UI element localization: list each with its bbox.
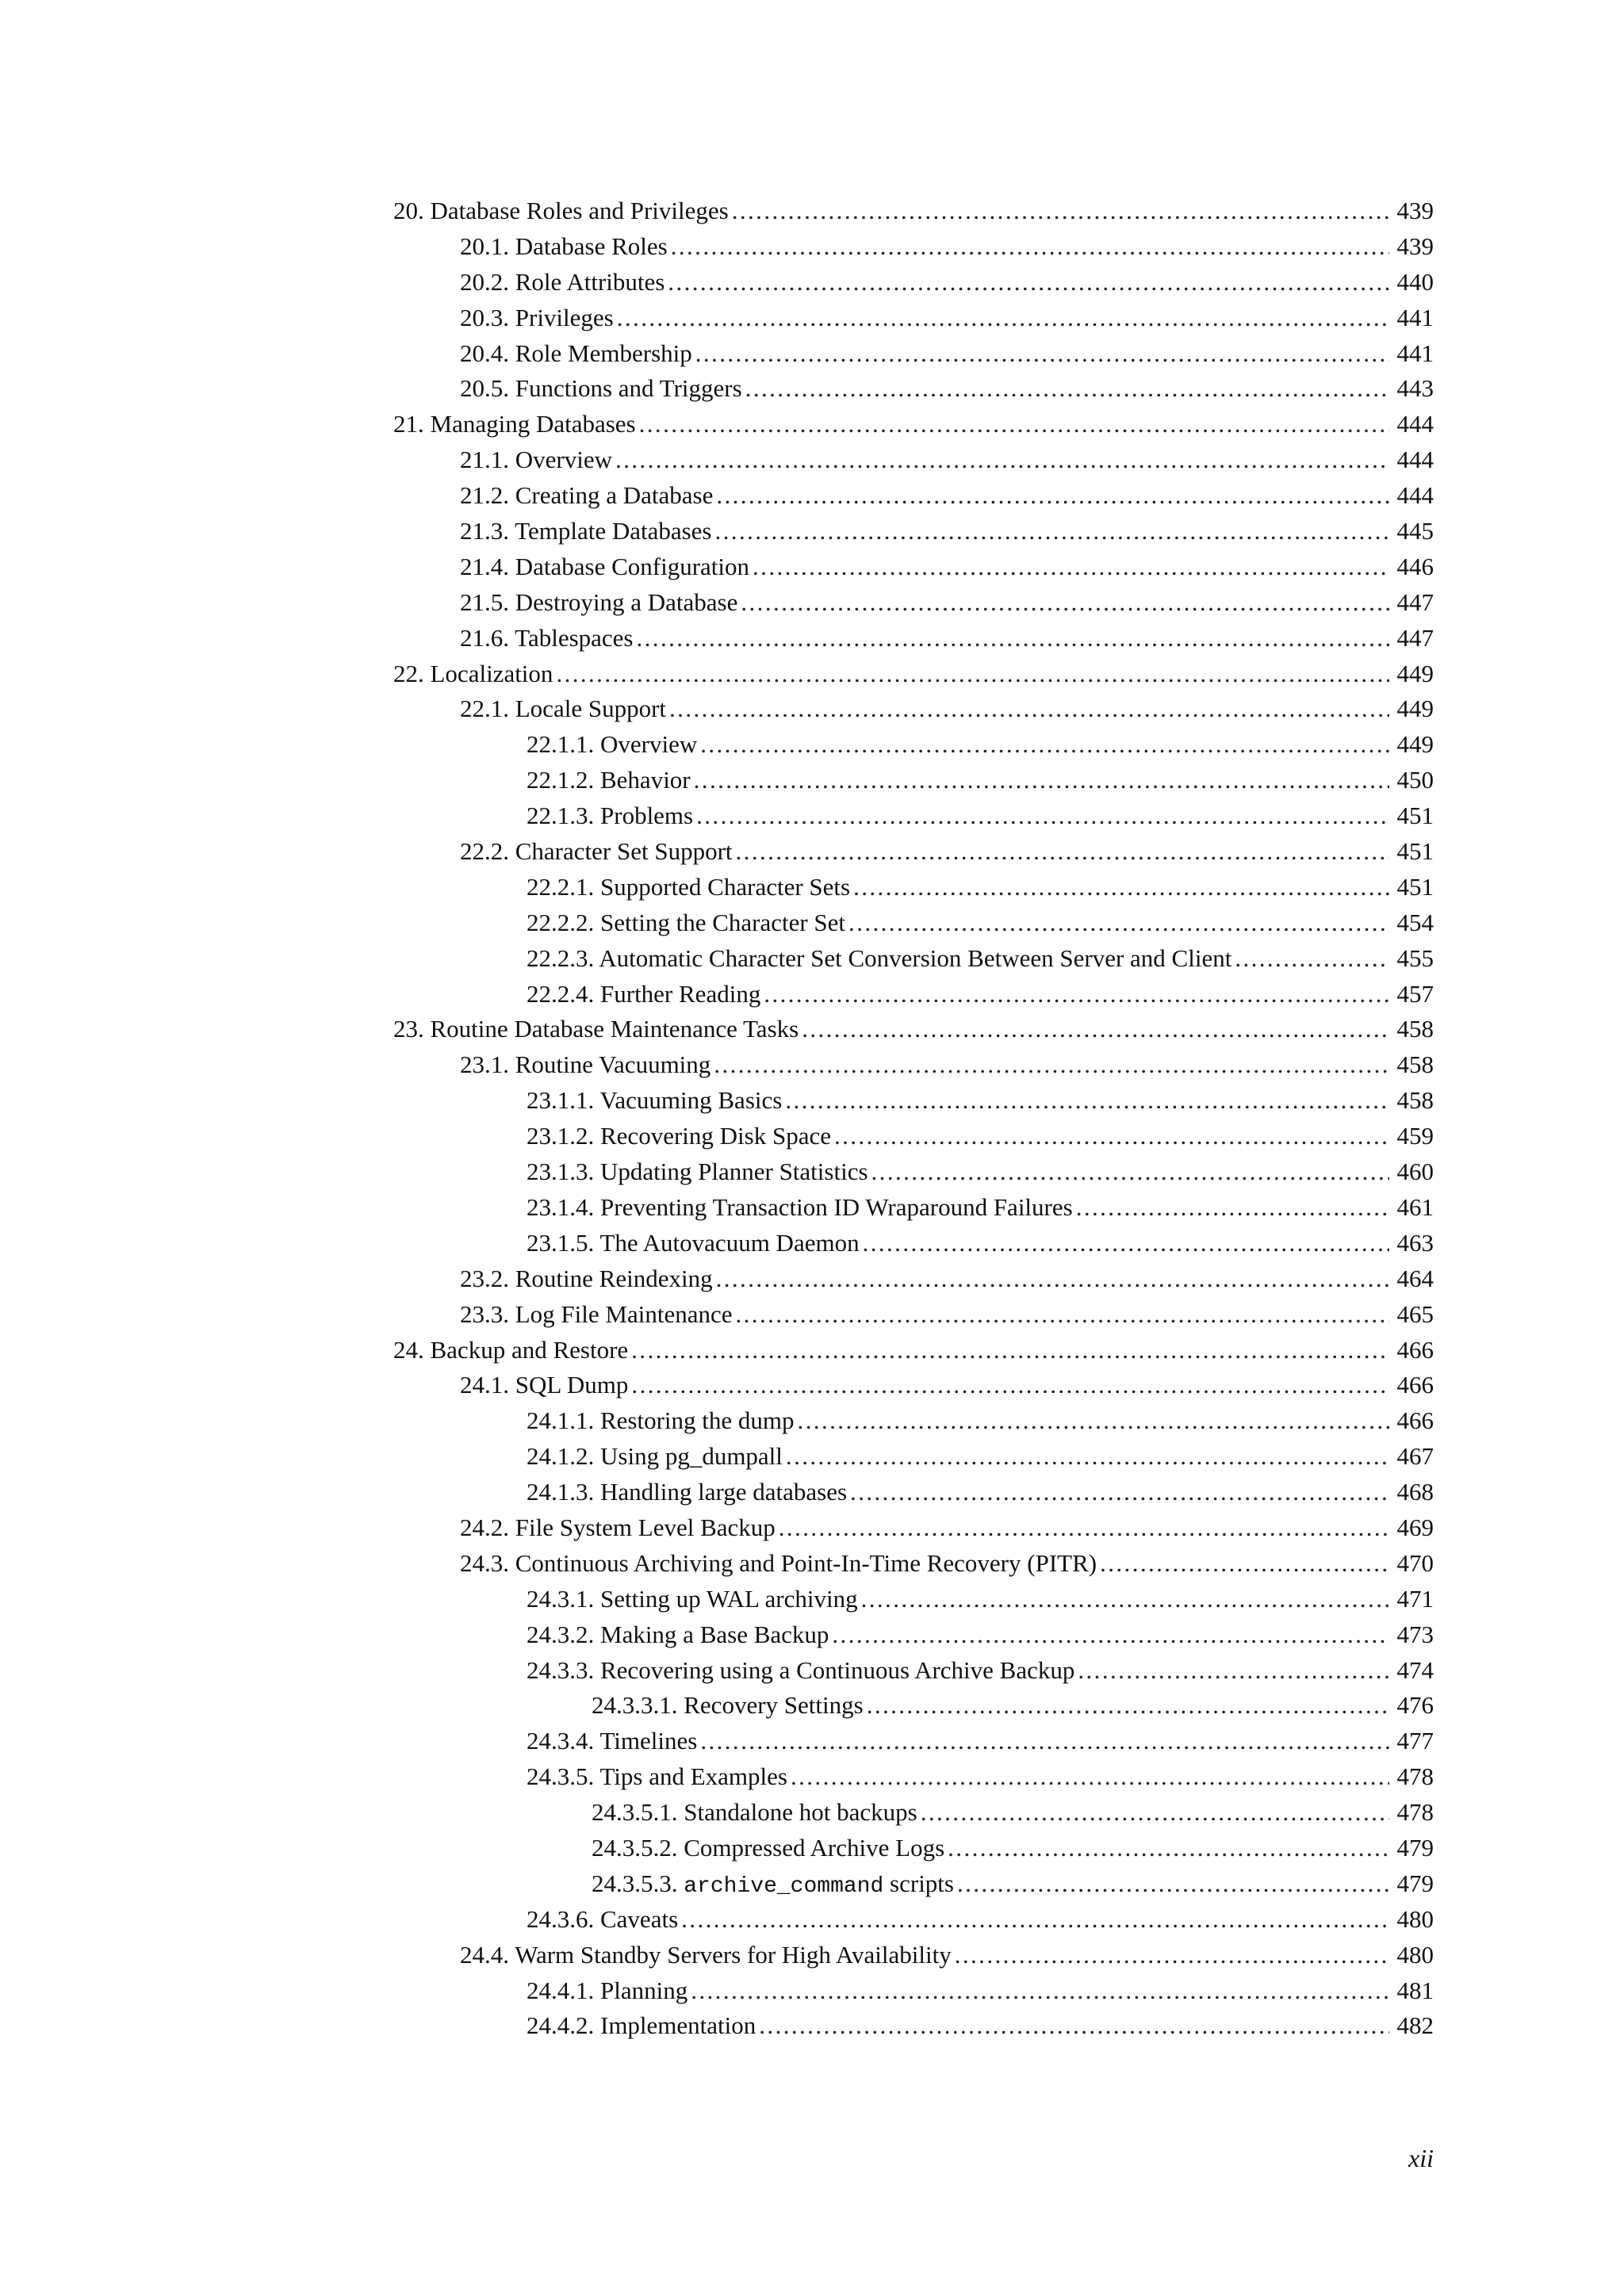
toc-entry[interactable] [393, 621, 1434, 656]
toc-entry[interactable] [393, 1154, 1434, 1190]
toc-entry[interactable] [393, 691, 1434, 727]
toc-entry-page: 466 [1396, 1371, 1434, 1399]
dot-leader [957, 1866, 1389, 1902]
toc-entry-page: 459 [1396, 1122, 1434, 1150]
toc-entry-title: 24.4.2. Implementation [527, 2011, 756, 2040]
toc-entry-page: 446 [1396, 552, 1434, 580]
toc-entry-title: 22.2.2. Setting the Character Set [527, 908, 846, 936]
toc-entry-title: 21.4. Database Configuration [460, 552, 750, 580]
toc-entry-page: 470 [1396, 1548, 1434, 1577]
toc-entry-page: 478 [1396, 1762, 1434, 1791]
toc-entry-title: 23.3. Log File Maintenance [460, 1299, 733, 1328]
toc-entry-page: 449 [1396, 730, 1434, 759]
dot-leader [715, 514, 1390, 549]
toc-entry-page: 451 [1396, 872, 1434, 901]
dot-leader [736, 834, 1389, 870]
toc-entry-page: 458 [1396, 1015, 1434, 1043]
code-term: archive_command [684, 1873, 884, 1899]
toc-entry-page: 444 [1396, 410, 1434, 438]
dot-leader [802, 1012, 1389, 1047]
toc-entry-title: 24.3. Continuous Archiving and Point-In-Time Recovery (PITR) [460, 1548, 1097, 1577]
toc-entry[interactable] [393, 1439, 1434, 1475]
toc-entry-page: 466 [1396, 1406, 1434, 1435]
dot-leader [779, 1510, 1389, 1546]
dot-leader [700, 1724, 1389, 1759]
dot-leader [753, 549, 1389, 585]
toc-entry[interactable] [393, 1510, 1434, 1546]
dot-leader [853, 870, 1389, 905]
toc-entry-title: 24.2. File System Level Backup [460, 1513, 776, 1541]
toc-entry-title: 23.1.2. Recovering Disk Space [527, 1122, 831, 1150]
toc-entry-page: 473 [1396, 1620, 1434, 1648]
toc-entry-title: 24.3.5.2. Compressed Archive Logs [592, 1833, 945, 1862]
dot-leader [955, 1938, 1389, 1973]
toc-entry[interactable] [393, 1047, 1434, 1083]
toc-entry-title: 24.3.5.1. Standalone hot backups [592, 1798, 917, 1827]
toc-entry-page: 479 [1396, 1869, 1434, 1897]
toc-entry-page: 444 [1396, 481, 1434, 510]
toc-entry-title: 21.3. Template Databases [460, 517, 712, 545]
dot-leader [832, 1617, 1389, 1653]
dot-leader [834, 1119, 1389, 1154]
dot-leader [863, 1226, 1389, 1261]
toc-entry-title: 23.1. Routine Vacuuming [460, 1050, 711, 1079]
dot-leader [1076, 1190, 1389, 1226]
toc-entry-page: 455 [1396, 943, 1434, 972]
toc-entry[interactable] [393, 407, 1434, 442]
toc-entry[interactable] [393, 585, 1434, 621]
toc-entry-page: 469 [1396, 1513, 1434, 1541]
toc-entry-page: 465 [1396, 1299, 1434, 1328]
toc-entry[interactable] [393, 1724, 1434, 1759]
toc-entry-title: 24.3.5. Tips and Examples [527, 1762, 787, 1791]
toc-entry-title: 24.3.2. Making a Base Backup [527, 1620, 829, 1648]
dot-leader [1078, 1653, 1389, 1689]
dot-leader [921, 1795, 1389, 1831]
toc-entry[interactable] [393, 905, 1434, 941]
toc-entry-title: 20.1. Database Roles [460, 232, 668, 260]
toc-entry-title: 21.5. Destroying a Database [460, 587, 738, 616]
toc-entry[interactable] [393, 656, 1434, 692]
toc-entry[interactable] [393, 193, 1434, 229]
dot-leader [714, 1047, 1389, 1083]
toc-entry[interactable] [393, 1653, 1434, 1689]
toc-entry-title: 23.1.1. Vacuuming Basics [527, 1086, 783, 1115]
dot-leader [791, 1759, 1389, 1795]
toc-entry-page: 468 [1396, 1478, 1434, 1506]
toc-entry-title: 24.3.1. Setting up WAL archiving [527, 1584, 858, 1613]
dot-leader [631, 1333, 1389, 1368]
toc-entry[interactable] [393, 1759, 1434, 1795]
toc-entry-page: 474 [1396, 1655, 1434, 1684]
toc-entry[interactable] [393, 442, 1434, 478]
toc-entry[interactable] [393, 1012, 1434, 1047]
toc-entry-page: 450 [1396, 766, 1434, 794]
toc-entry-title: 22.1.3. Problems [527, 802, 694, 830]
toc-entry-title: 21.2. Creating a Database [460, 481, 714, 510]
toc-entry-page: 454 [1396, 908, 1434, 936]
toc-entry-page: 480 [1396, 1940, 1434, 1969]
toc-entry[interactable] [393, 371, 1434, 407]
toc-entry[interactable] [393, 265, 1434, 300]
toc-entry-title: 22.2. Character Set Support [460, 837, 733, 866]
toc-entry-page: 481 [1396, 1976, 1434, 2004]
dot-leader [617, 300, 1389, 336]
toc-entry-title: 20.2. Role Attributes [460, 267, 665, 296]
toc-entry-page: 439 [1396, 232, 1434, 260]
toc-entry-title: 24.3.4. Timelines [527, 1727, 698, 1755]
toc-entry-title: 22.1.2. Behavior [527, 766, 691, 794]
toc-entry[interactable] [393, 977, 1434, 1012]
toc-entry-title: 24.4. Warm Standby Servers for High Availability [460, 1940, 952, 1969]
toc-entry-title: 22.1. Locale Support [460, 695, 667, 723]
dot-leader [681, 1902, 1389, 1938]
dot-leader [696, 798, 1389, 834]
dot-leader [759, 2008, 1389, 2044]
toc-entry-page: 464 [1396, 1264, 1434, 1292]
toc-entry[interactable] [393, 798, 1434, 834]
dot-leader [694, 763, 1389, 798]
dot-leader [631, 1368, 1389, 1403]
toc-entry-page: 447 [1396, 623, 1434, 652]
dot-leader [1100, 1546, 1389, 1582]
toc-entry-page: 467 [1396, 1442, 1434, 1471]
toc-entry[interactable] [393, 336, 1434, 372]
toc-entry-page: 449 [1396, 695, 1434, 723]
toc-entry[interactable] [393, 229, 1434, 265]
dot-leader [861, 1582, 1389, 1617]
toc-entry-page: 447 [1396, 587, 1434, 616]
toc-entry-page: 461 [1396, 1192, 1434, 1221]
toc-entry[interactable] [393, 870, 1434, 905]
toc-entry[interactable] [393, 1831, 1434, 1866]
toc-entry-title: 20.3. Privileges [460, 303, 614, 331]
toc-entry-title: 22. Localization [393, 659, 553, 687]
toc-entry-title: 20.5. Functions and Triggers [460, 374, 742, 403]
toc-entry[interactable] [393, 1297, 1434, 1333]
toc-entry-title: 24.3.3.1. Recovery Settings [592, 1691, 864, 1720]
toc-entry-title: 24.1. SQL Dump [460, 1371, 629, 1399]
toc-entry[interactable] [393, 478, 1434, 514]
toc-entry-title: 23.1.3. Updating Planner Statistics [527, 1158, 868, 1186]
toc-entry[interactable] [393, 2008, 1434, 2044]
dot-leader [871, 1154, 1389, 1190]
toc-entry-title: 21. Managing Databases [393, 410, 636, 438]
toc-entry-page: 479 [1396, 1833, 1434, 1862]
toc-entry-page: 440 [1396, 267, 1434, 296]
toc-entry[interactable] [393, 1333, 1434, 1368]
toc-entry-page: 441 [1396, 339, 1434, 367]
toc-entry[interactable] [393, 514, 1434, 549]
toc-entry[interactable] [393, 1226, 1434, 1261]
toc-entry-title: 21.1. Overview [460, 446, 612, 474]
dot-leader [848, 905, 1389, 941]
toc-entry[interactable] [393, 763, 1434, 798]
toc-entry-title: 24.1.1. Restoring the dump [527, 1406, 795, 1435]
dot-leader [639, 407, 1389, 442]
toc-entry-title: 24. Backup and Restore [393, 1335, 629, 1364]
toc-entry-title: 24.3.3. Recovering using a Continuous Archive Backup [527, 1655, 1075, 1684]
dot-leader [785, 1083, 1389, 1119]
dot-leader [716, 1261, 1389, 1297]
dot-leader [736, 1297, 1390, 1333]
toc-entry[interactable] [393, 727, 1434, 763]
dot-leader [695, 336, 1389, 372]
dot-leader [850, 1475, 1389, 1510]
toc-entry[interactable] [393, 1261, 1434, 1297]
toc-entry-page: 439 [1396, 197, 1434, 224]
dot-leader [732, 193, 1389, 229]
toc-entry[interactable] [393, 834, 1434, 870]
toc-entry-page: 460 [1396, 1158, 1434, 1186]
toc-entry-title: 24.1.3. Handling large databases [527, 1478, 848, 1506]
dot-leader [867, 1688, 1389, 1724]
dot-leader [669, 691, 1389, 727]
toc-entry-page: 458 [1396, 1050, 1434, 1079]
toc-entry-title: 22.2.3. Automatic Character Set Conversion Between Server and Client [527, 943, 1232, 972]
toc-entry[interactable] [393, 1866, 1434, 1902]
toc-entry-title: 22.2.4. Further Reading [527, 979, 761, 1008]
toc-entry-title: 20.4. Role Membership [460, 339, 692, 367]
table-of-contents [393, 193, 1434, 2044]
toc-entry[interactable] [393, 1475, 1434, 1510]
dot-leader [716, 478, 1389, 514]
toc-entry-title: 22.2.1. Supported Character Sets [527, 872, 851, 901]
toc-entry-page: 463 [1396, 1228, 1434, 1257]
toc-entry-title: 24.1.2. Using pg_dumpall [527, 1442, 783, 1471]
toc-entry[interactable] [393, 1368, 1434, 1403]
toc-entry-page: 449 [1396, 659, 1434, 687]
dot-leader [691, 1973, 1389, 2009]
toc-entry-page: 457 [1396, 979, 1434, 1008]
toc-entry[interactable] [393, 1582, 1434, 1617]
toc-entry-title: 24.4.1. Planning [527, 1976, 688, 2004]
dot-leader [671, 229, 1389, 265]
dot-leader [786, 1439, 1389, 1475]
toc-entry[interactable] [393, 941, 1434, 977]
toc-entry-title: 21.6. Tablespaces [460, 623, 634, 652]
dot-leader [1235, 941, 1389, 977]
toc-entry-title: 20. Database Roles and Privileges [393, 197, 729, 224]
toc-entry-page: 445 [1396, 517, 1434, 545]
toc-entry[interactable] [393, 1403, 1434, 1439]
toc-entry-page: 471 [1396, 1584, 1434, 1613]
toc-entry-page: 466 [1396, 1335, 1434, 1364]
toc-entry-title: 23.1.4. Preventing Transaction ID Wraparound Failures [527, 1192, 1073, 1221]
toc-entry[interactable] [393, 1973, 1434, 2009]
toc-entry-title: 23.1.5. The Autovacuum Daemon [527, 1228, 860, 1257]
dot-leader [637, 621, 1390, 656]
toc-entry-page: 480 [1396, 1904, 1434, 1933]
toc-entry-page: 444 [1396, 446, 1434, 474]
toc-entry-page: 476 [1396, 1691, 1434, 1720]
toc-entry-title: 23.2. Routine Reindexing [460, 1264, 713, 1292]
dot-leader [615, 442, 1389, 478]
dot-leader [764, 977, 1389, 1012]
toc-entry[interactable] [393, 1190, 1434, 1226]
dot-leader [668, 265, 1389, 300]
toc-entry[interactable] [393, 1083, 1434, 1119]
toc-entry[interactable] [393, 1546, 1434, 1582]
toc-entry[interactable] [393, 1617, 1434, 1653]
toc-entry-page: 443 [1396, 374, 1434, 403]
dot-leader [700, 727, 1389, 763]
toc-entry-title: 24.3.5.3. archive_command scripts [592, 1869, 954, 1899]
toc-entry-page: 451 [1396, 837, 1434, 866]
dot-leader [556, 656, 1389, 692]
toc-entry[interactable] [393, 1795, 1434, 1831]
toc-entry[interactable] [393, 1119, 1434, 1154]
toc-entry-page: 451 [1396, 802, 1434, 830]
dot-leader [745, 371, 1389, 407]
toc-entry[interactable] [393, 1938, 1434, 1973]
toc-entry-title: 24.3.6. Caveats [527, 1904, 679, 1933]
toc-entry[interactable] [393, 549, 1434, 585]
toc-entry-page: 458 [1396, 1086, 1434, 1115]
toc-entry[interactable] [393, 1688, 1434, 1724]
toc-entry[interactable] [393, 300, 1434, 336]
toc-entry-page: 477 [1396, 1727, 1434, 1755]
toc-entry-page: 482 [1396, 2011, 1434, 2040]
toc-entry-title: 23. Routine Database Maintenance Tasks [393, 1015, 799, 1043]
toc-entry-page: 441 [1396, 303, 1434, 331]
toc-entry-page: 478 [1396, 1798, 1434, 1827]
dot-leader [798, 1403, 1389, 1439]
page-number: xii [1408, 2144, 1434, 2172]
toc-entry[interactable] [393, 1902, 1434, 1938]
toc-entry-title: 22.1.1. Overview [527, 730, 698, 759]
dot-leader [741, 585, 1389, 621]
dot-leader [948, 1831, 1389, 1866]
